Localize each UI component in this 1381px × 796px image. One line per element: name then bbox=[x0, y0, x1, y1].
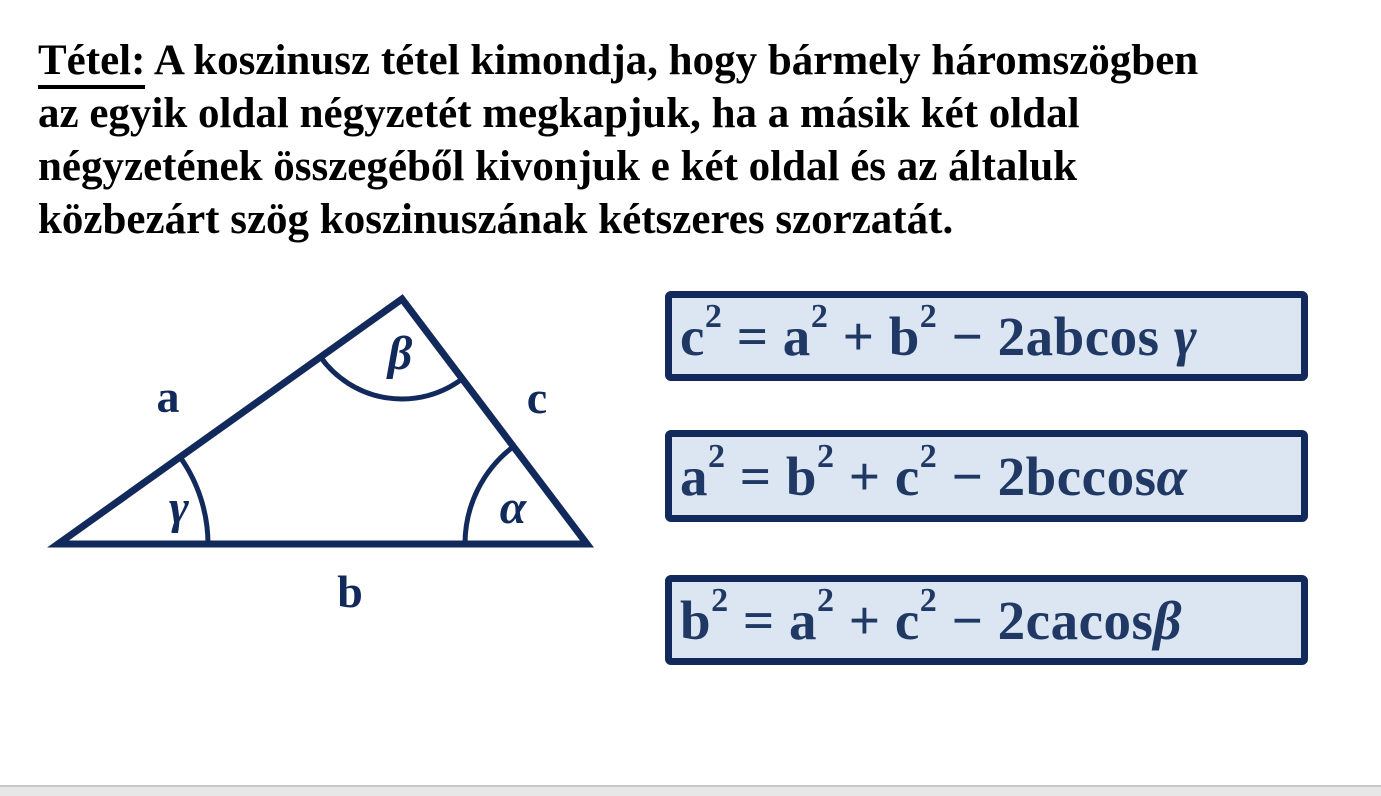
theorem-line-2: az egyik oldal négyzetét megkapjuk, ha a másik két oldal bbox=[38, 90, 1080, 137]
formula-box-a-squared: a $^2$ = b $^2$ + c $^2$ − 2bccos α bbox=[665, 430, 1308, 522]
side-label-c: c bbox=[526, 372, 548, 423]
theorem-line-3: négyzetének összegéből kivonjuk e két oldal és az általuk bbox=[38, 143, 1078, 190]
formula-box-c-squared: c $^2$ = a $^2$ + b $^2$ − 2abcos γ bbox=[665, 291, 1308, 381]
side-label-b: b bbox=[337, 566, 363, 617]
angle-label-beta: β bbox=[387, 327, 413, 380]
bottom-edge-strip bbox=[0, 785, 1381, 796]
theorem-label: Tétel: bbox=[38, 37, 145, 89]
triangle-figure bbox=[20, 278, 660, 628]
theorem-text bbox=[38, 34, 1198, 246]
theorem-line-1-text: A koszinusz tétel kimondja, hogy bármely háromszögben bbox=[145, 37, 1199, 84]
theorem-line-1 bbox=[38, 34, 1198, 87]
angle-label-alpha: α bbox=[499, 481, 527, 534]
angle-label-gamma: γ bbox=[169, 481, 189, 534]
formula-box-b-squared: b $^2$ = a $^2$ + c $^2$ − 2cacos β bbox=[665, 575, 1308, 665]
side-label-a: a bbox=[156, 371, 180, 422]
theorem-line-4: közbezárt szög koszinuszának kétszeres szorzatát. bbox=[38, 196, 954, 243]
